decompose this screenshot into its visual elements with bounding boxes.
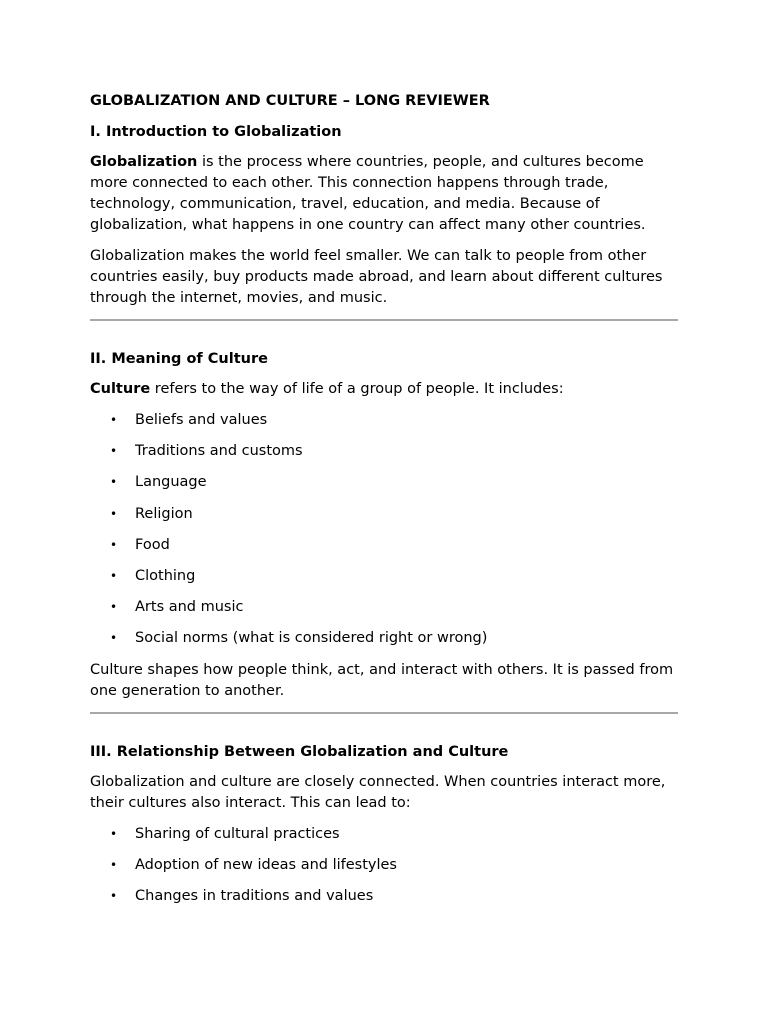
section-heading-meaning-of-culture: II. Meaning of Culture (90, 351, 268, 367)
bullet-icon: • (110, 568, 118, 583)
list-item: • Adoption of new ideas and lifestyles (90, 855, 678, 876)
bullet-icon: • (110, 857, 118, 872)
paragraph-relationship-intro: Globalization and culture are closely connected. When countries interact more, their cultures also interact. This can lead to: (90, 773, 666, 811)
list-item: • Arts and music (90, 597, 678, 618)
list-item: • Clothing (90, 566, 678, 587)
paragraph-text: refers to the way of life of a group of people. It includes: (150, 381, 564, 397)
bullet-icon: • (110, 600, 118, 615)
section-divider (90, 319, 678, 321)
document-title: GLOBALIZATION AND CULTURE – LONG REVIEWER (90, 93, 490, 109)
document-page (90, 91, 678, 917)
relationship-effects-list (90, 824, 678, 907)
list-item: • Sharing of cultural practices (90, 824, 678, 845)
term-globalization: Globalization (90, 154, 198, 170)
paragraph-culture-closing: Culture shapes how people think, act, and interact with others. It is passed from one generation to another. (90, 661, 674, 699)
bullet-icon: • (110, 475, 118, 490)
bullet-icon: • (110, 888, 118, 903)
paragraph-world-smaller: Globalization makes the world feel smaller. We can talk to people from other countries easily, buy products made abroad, and learn about different cultures through the internet, movies, and music. (90, 248, 663, 306)
paragraph-globalization-definition (90, 152, 678, 236)
section-heading-relationship: III. Relationship Between Globalization and Culture (90, 743, 509, 760)
section-divider (90, 712, 678, 714)
bullet-icon: • (110, 631, 118, 646)
list-item: • Social norms (what is considered right or wrong) (90, 628, 678, 649)
section-heading-introduction: I. Introduction to Globalization (90, 124, 342, 140)
list-item: • Religion (90, 504, 678, 525)
list-item: • Food (90, 535, 678, 556)
list-item: • Language (90, 472, 678, 493)
bullet-icon: • (110, 506, 118, 521)
list-item: • Beliefs and values (90, 410, 678, 431)
list-item: • Changes in traditions and values (90, 886, 678, 907)
bullet-icon: • (110, 826, 118, 841)
culture-elements-list (90, 410, 678, 649)
bullet-icon: • (110, 413, 118, 427)
bullet-icon: • (110, 537, 118, 552)
paragraph-culture-definition (90, 379, 678, 400)
list-item: • Traditions and customs (90, 441, 678, 462)
term-culture: Culture (90, 381, 151, 397)
bullet-icon: • (110, 444, 118, 459)
paragraph-text: is the process where countries, people, and cultures become more connected to each other. This connection happens through trade, technology, communication, travel, education, and media. Because of globalization, what happens in one country can affect many other countries. (90, 154, 646, 233)
